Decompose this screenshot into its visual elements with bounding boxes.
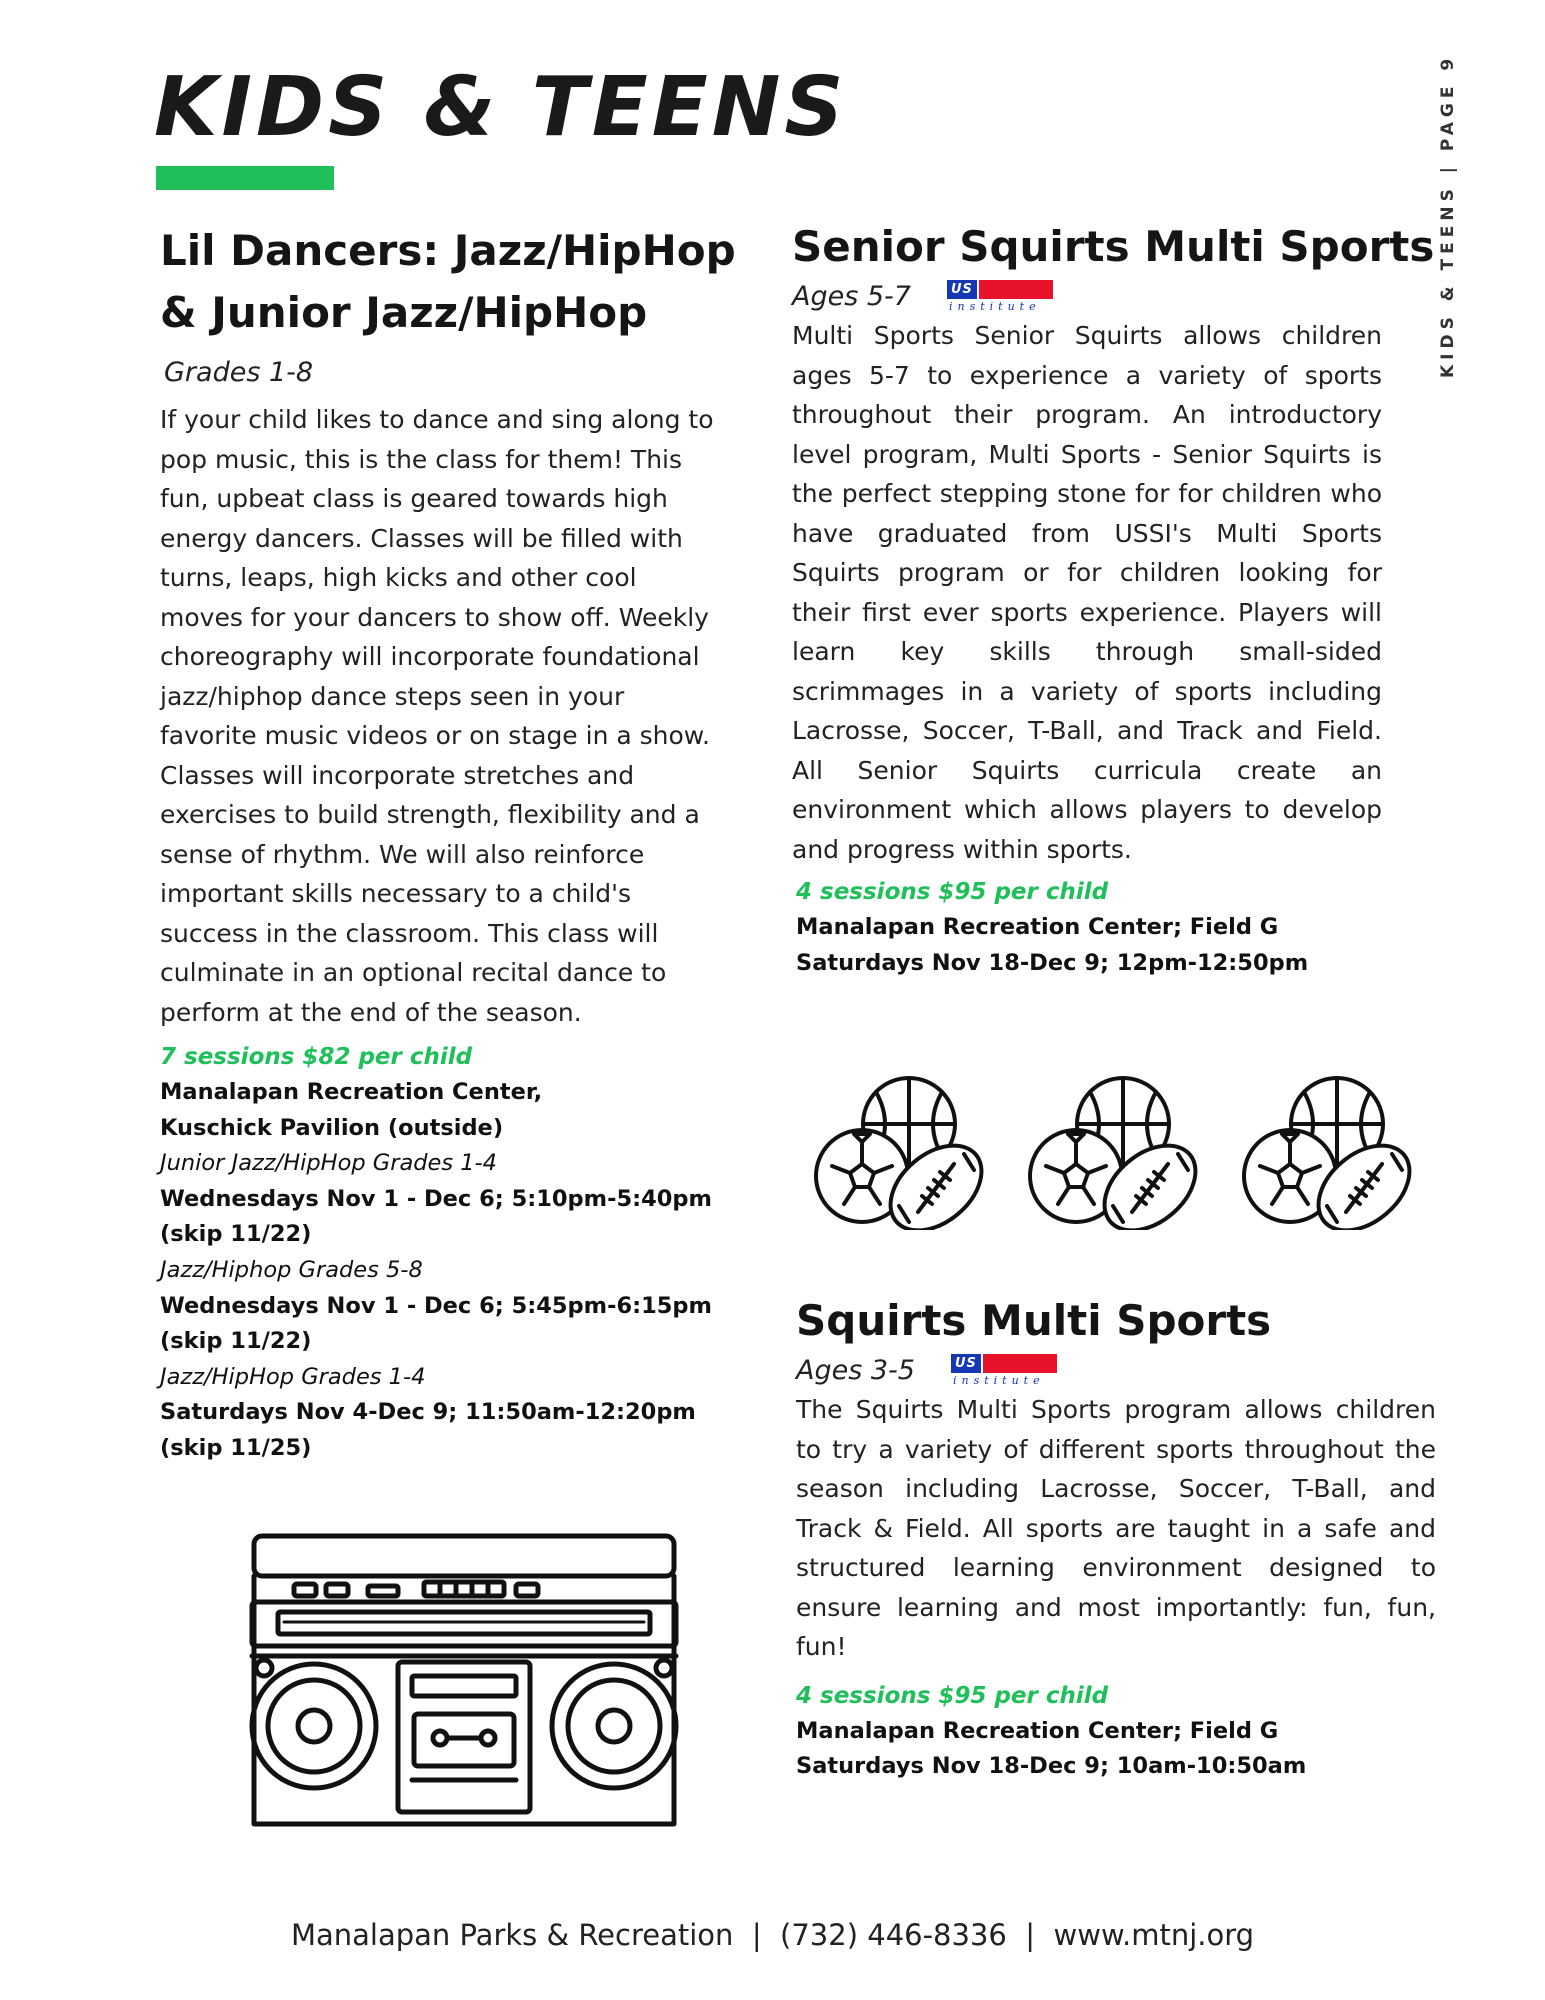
us-institute-logo-sub: institute (952, 1374, 1045, 1387)
senior-squirts-description: Multi Sports Senior Squirts allows children ages 5-7 to experience a variety of sports throughout their program. An introductory level program, Multi Sports - Senior Squirts is the perfect stepping stone for for children who have graduated from USSI's Multi Sports Squirts program or for children looking for their first ever sports experience. Players will learn key skills through small-sided scrimmages in a variety of sports including Lacrosse, Soccer, T-Ball, and Track and Field. All Senior Squirts curricula create an environment which allows players to develop and progress within sports. (792, 321, 1382, 864)
dancers-title-line1: Lil Dancers: Jazz/HipHop (160, 226, 736, 275)
dancers-price: 7 sessions $82 per child (160, 1044, 473, 1070)
senior-squirts-section (792, 216, 1435, 981)
senior-squirts-ages: Ages 5-7 (792, 281, 911, 312)
squirts-schedule: Saturdays Nov 18-Dec 9; 10am-10:50am (796, 1753, 1307, 1780)
dancers-session-note: (skip 11/25) (160, 1434, 312, 1461)
dancers-session-group: Jazz/Hiphop Grades 5-8 (160, 1256, 423, 1283)
dancers-session-note: (skip 11/22) (160, 1328, 312, 1355)
boombox-icon (244, 1530, 684, 1830)
dancers-section (160, 220, 736, 1467)
footer-contact: Manalapan Parks & Recreation | (732) 446-8336 | www.mtnj.org (290, 1918, 1255, 1952)
page-title: KIDS & TEENS (154, 60, 848, 155)
us-institute-logo-mark: US (947, 280, 977, 299)
dancers-title-line2: & Junior Jazz/HipHop (160, 288, 648, 337)
senior-squirts-title: Senior Squirts Multi Sports (792, 222, 1435, 271)
squirts-ages: Ages 3-5 (796, 1355, 915, 1386)
dancers-session-note: (skip 11/22) (160, 1221, 312, 1248)
us-institute-logo (947, 280, 1053, 314)
squirts-section (796, 1290, 1436, 1785)
us-institute-logo-mark: US (951, 1354, 981, 1373)
dancers-session-schedule: Wednesdays Nov 1 - Dec 6; 5:45pm-6:15pm (160, 1292, 712, 1319)
senior-squirts-schedule: Saturdays Nov 18-Dec 9; 12pm-12:50pm (796, 949, 1309, 976)
sports-balls-icon (812, 1070, 1432, 1230)
dancers-session-group: Junior Jazz/HipHop Grades 1-4 (160, 1150, 497, 1177)
senior-squirts-location: Manalapan Recreation Center; Field G (796, 914, 1279, 940)
side-page-label: KIDS & TEENS | PAGE 9 (1438, 53, 1458, 378)
dancers-description: If your child likes to dance and sing along to pop music, this is the class for them! This fun, upbeat class is geared towards high energy dancers. Classes will be filled with turns, leaps, high kicks and other cool moves for your dancers to show off. Weekly choreography will incorporate foundational jazz/hiphop dance steps seen in your favorite music videos or on stage in a show. Classes will incorporate stretches and exercises to build strength, flexibility and a sense of rhythm. We will also reinforce important skills necessary to a child's success in the classroom. This class will culminate in an optional recital dance to perform at the end of the season. (160, 405, 714, 1027)
squirts-location: Manalapan Recreation Center; Field G (796, 1717, 1279, 1744)
squirts-ages-row (796, 1352, 1436, 1390)
dancers-session-schedule: Wednesdays Nov 1 - Dec 6; 5:10pm-5:40pm (160, 1185, 712, 1212)
squirts-description: The Squirts Multi Sports program allows children to try a variety of different sports throughout the season including Lacrosse, Soccer, T-Ball, and Track & Field. All sports are taught in a safe and structured learning environment designed to ensure learning and most importantly: fun, fun, fun! (796, 1395, 1436, 1661)
dancers-session-schedule: Saturdays Nov 4-Dec 9; 11:50am-12:20pm (160, 1399, 696, 1426)
squirts-price: 4 sessions $95 per child (796, 1682, 1109, 1709)
dancers-session-group: Jazz/HipHop Grades 1-4 (160, 1363, 426, 1390)
senior-squirts-ages-row (792, 278, 1382, 316)
us-institute-logo (951, 1354, 1057, 1388)
squirts-title: Squirts Multi Sports (796, 1296, 1272, 1345)
title-accent-bar (156, 166, 334, 190)
senior-squirts-price: 4 sessions $95 per child (796, 879, 1109, 905)
dancers-location-line1: Manalapan Recreation Center, (160, 1079, 543, 1105)
dancers-grades (164, 354, 720, 392)
us-institute-logo-sub: institute (948, 300, 1041, 313)
dancers-location-line2: Kuschick Pavilion (outside) (160, 1114, 504, 1141)
dancers-grades-text: Grades 1-8 (164, 357, 314, 388)
